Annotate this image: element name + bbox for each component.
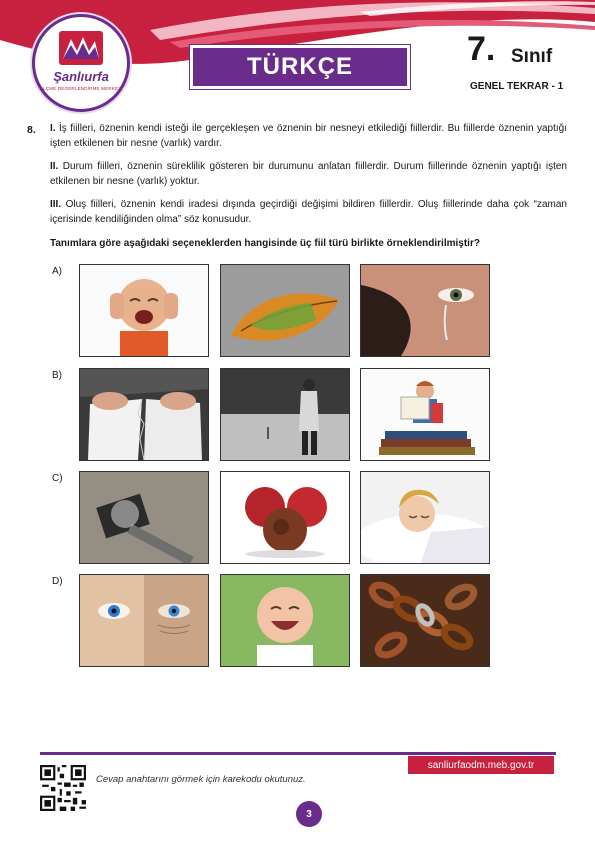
tearful-eye-photo[interactable] [360, 264, 490, 357]
subject-title: TÜRKÇE [247, 53, 353, 80]
logo-text: Şanlıurfa [53, 69, 109, 84]
qr-code-icon[interactable] [40, 765, 86, 811]
reading-child-photo[interactable] [360, 368, 490, 461]
crying-child-photo[interactable] [79, 264, 209, 357]
option-b-label[interactable]: B) [52, 370, 62, 381]
aging-eyes-photo[interactable] [79, 574, 209, 667]
definition-paragraph-1 [50, 121, 567, 151]
autumn-leaf-photo[interactable] [220, 264, 350, 357]
website-badge[interactable] [408, 756, 554, 774]
tearing-paper-photo[interactable] [79, 368, 209, 461]
review-title: GENEL TEKRAR - 1 [470, 81, 564, 92]
footer-divider [40, 752, 556, 755]
question-prompt: Tanımlara göre aşağıdaki seçeneklerden hangisinde üç fiil türü birlikte örneklendirilmiştir? [50, 238, 480, 249]
question-number: 8. [27, 124, 36, 136]
walking-man-photo[interactable] [220, 368, 350, 461]
qr-instruction: Cevap anahtarını görmek için karekodu okutunuz. [96, 774, 306, 785]
definition-text: Oluş fiilleri, öznenin kendi iradesi dışında geçirdiği değişimi bildiren fiillerdir. Oluş fiillerinde daha çok “zaman içerisinde kendiliğinden olma” söz konusudur. [50, 199, 567, 225]
option-c-label[interactable]: C) [52, 473, 63, 484]
laughing-baby-photo[interactable] [220, 574, 350, 667]
definition-text: İş fiilleri, öznenin kendi isteği ile gerçekleşen ve öznenin bir nesneyi etkilediği fiillerdir. Bu fiillerde öznenin yaptığı işten etkilenen bir nesne (varlık) vardır. [50, 123, 567, 149]
grade-word: Sınıf [511, 46, 553, 67]
rusty-chain-photo[interactable] [360, 574, 490, 667]
roman-numeral: I. [50, 123, 56, 134]
definition-text: Durum fiilleri, öznenin süreklilik gösteren bir durumunu anlatan fiillerdir. Durum fiillerinde öznenin yaptığı işten etkilenen bir nesne (varlık) yoktur. [50, 161, 567, 187]
hammer-photo[interactable] [79, 471, 209, 564]
logo-mark-icon [59, 31, 103, 65]
definition-paragraph-3 [50, 197, 567, 227]
roman-numeral: III. [50, 199, 62, 210]
sleeping-child-photo[interactable] [360, 471, 490, 564]
roman-numeral: II. [50, 161, 59, 172]
website-link[interactable]: sanliurfaodm.meb.gov.tr [427, 759, 535, 771]
subject-banner [190, 45, 410, 89]
option-d-label[interactable]: D) [52, 576, 63, 587]
page-number: 3 [296, 801, 322, 827]
logo-subtitle: ÖLÇME DEĞERLENDİRME MERKEZİ [39, 86, 123, 91]
option-a-label[interactable]: A) [52, 266, 62, 277]
rotten-apple-photo[interactable] [220, 471, 350, 564]
definition-paragraph-2 [50, 159, 567, 189]
logo-badge [32, 14, 130, 112]
grade-number: 7. [467, 30, 496, 68]
